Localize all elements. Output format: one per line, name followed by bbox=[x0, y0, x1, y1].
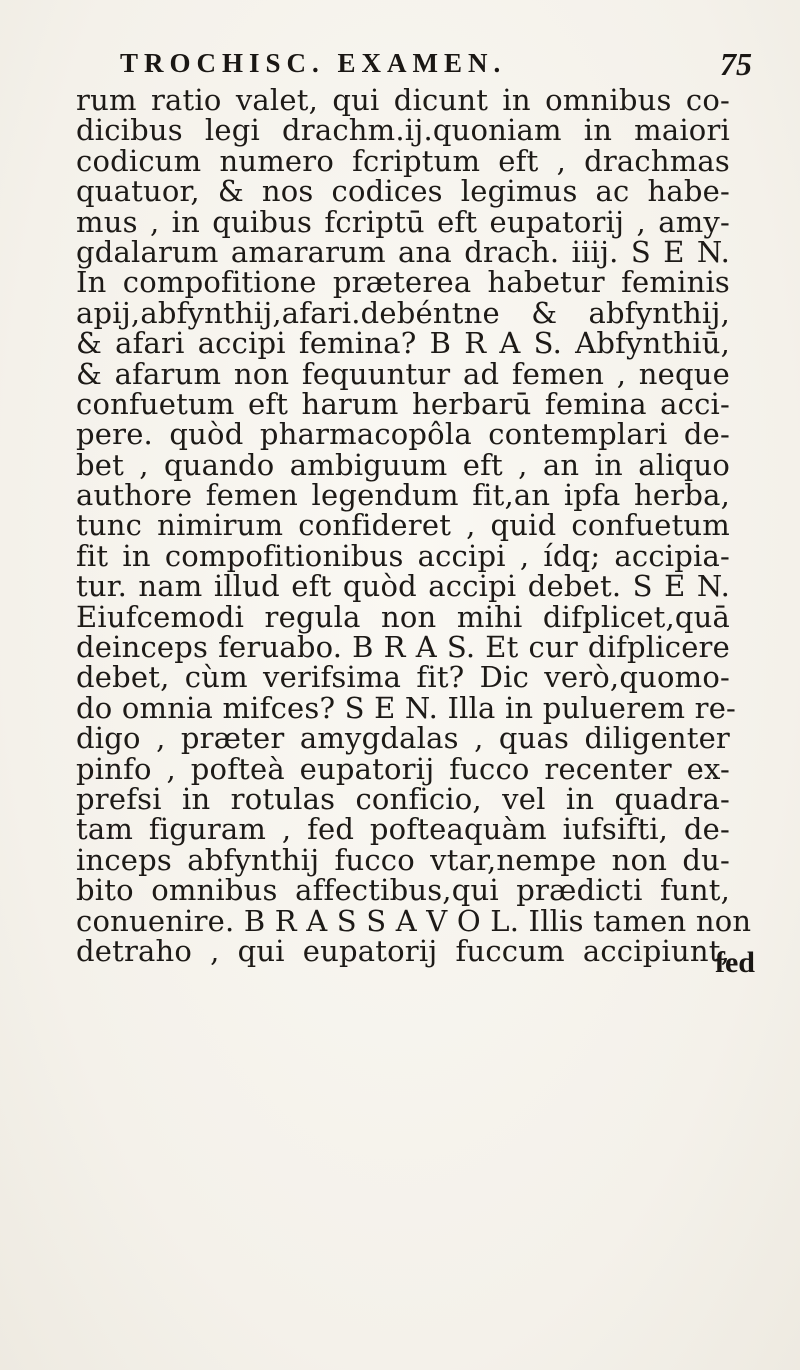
text-line: tam figuram , fed pofteaquàm iufsifti, de- bbox=[76, 812, 730, 847]
text-line: & afarum non fequuntur ad femen , neque bbox=[76, 356, 730, 391]
text-line: authore femen legendum fit,an ipfa herba, bbox=[76, 478, 730, 513]
text-line: dicibus legi drachm.ij.quoniam in maiori bbox=[76, 113, 730, 148]
running-head: TROCHISC. EXAMEN. bbox=[120, 48, 507, 78]
text-line: quatuor, & nos codices legimus ac habe- bbox=[76, 174, 730, 209]
text-line: pinfo , pofteà eupatorij fucco recenter ex- bbox=[76, 751, 730, 786]
text-line: inceps abfynthij fucco vtar,nempe non du- bbox=[76, 842, 730, 877]
text-line: tur. nam illud eft quòd accipi debet. S E N. bbox=[76, 569, 730, 604]
text-line: Eiufcemodi regula non mihi difplicet,quā bbox=[76, 599, 730, 634]
body-text bbox=[76, 85, 776, 966]
text-line: detraho , qui eupatorij fuccum accipiunt, bbox=[76, 933, 730, 968]
text-line: confuetum eft harum herbarū femina acci- bbox=[76, 386, 730, 421]
text-line: bito omnibus affectibus,qui prædicti funt, bbox=[76, 873, 730, 908]
text-line: rum ratio valet, qui dicunt in omnibus co- bbox=[76, 83, 730, 117]
text-line: tunc nimirum confideret , quid confuetum bbox=[76, 508, 730, 543]
text-line: mus , in quibus fcriptū eft eupatorij , amy- bbox=[76, 204, 730, 239]
text-line: & afari accipi femina? B R A S. Abfynthiū, bbox=[76, 326, 730, 361]
text-line: gdalarum amararum ana drach. iiij. S E N. bbox=[76, 234, 730, 269]
text-line: apij,abfynthij,afari.debéntne & abfynthij, bbox=[76, 295, 730, 330]
text-line: codicum numero fcriptum eft , drachmas bbox=[76, 143, 730, 178]
text-line: debet, cùm verifsima fit? Dic verò,quomo- bbox=[76, 660, 730, 695]
text-line: In compofitione præterea habetur feminis bbox=[76, 265, 730, 300]
catchword: fed bbox=[715, 946, 755, 979]
text-line: pere. quòd pharmacopôla contemplari de- bbox=[76, 417, 730, 452]
text-line: bet , quando ambiguum eft , an in aliquo bbox=[76, 447, 730, 482]
text-line: prefsi in rotulas conficio, vel in quadra- bbox=[76, 781, 730, 816]
text-line: fit in compofitionibus accipi , ídq; accipia- bbox=[76, 538, 730, 573]
text-line: digo , præter amygdalas , quas diligenter bbox=[76, 721, 730, 756]
text-line: do omnia mifces? S E N. Illa in puluerem re- bbox=[76, 690, 737, 725]
page-number: 75 bbox=[720, 46, 752, 82]
text-line: deinceps feruabo. B R A S. Et cur difplicere bbox=[76, 630, 730, 665]
text-line: conuenire. B R A S S A V O L. Illis tamen non bbox=[76, 903, 752, 938]
